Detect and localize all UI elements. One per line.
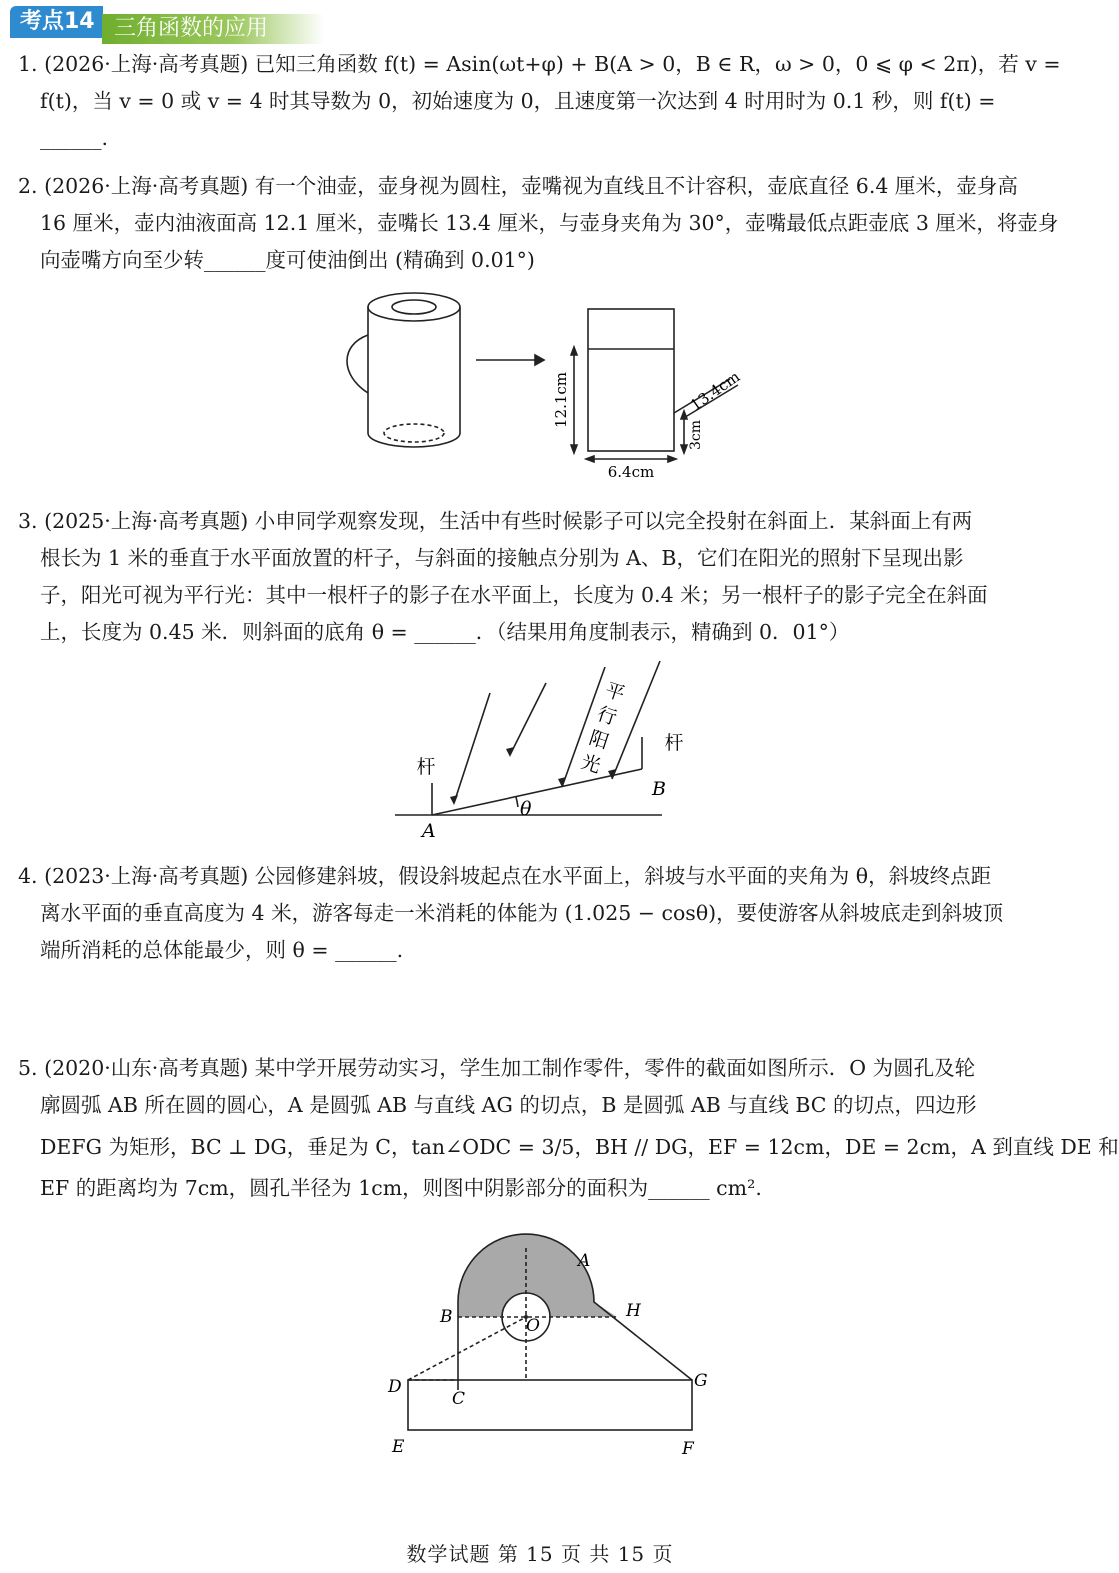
pot-top [368, 293, 460, 321]
question-1 [18, 46, 1070, 157]
height-label: 12.1cm [552, 371, 570, 429]
question-line: 16 厘米，壶内油液面高 12.1 厘米，壶嘴长 13.4 厘米，与壶身夹角为 30°，壶嘴最低点距壶底 3 厘米，将壶身 [40, 211, 1059, 235]
question-line: 离水平面的垂直高度为 4 米，游客每走一米消耗的体能为 (1.025 − cosθ)，要使游客从斜坡底走到斜坡顶 [40, 901, 1004, 925]
question-line: 2. (2026·上海·高考真题) 有一个油壶，壶身视为圆柱，壶嘴视为直线且不计容积，壶底直径 6.4 厘米，壶身高 [18, 174, 1018, 198]
page-footer: 数学试题 第 15 页 共 15 页 [406, 1542, 674, 1566]
point-b-label: B [652, 778, 666, 800]
point-a-label: A [578, 1251, 591, 1271]
question-line: f(t)，当 v = 0 或 v = 4 时其导数为 0，初始速度为 0，且速度第一次达到 4 时用时为 0.1 秒，则 f(t) = [40, 89, 996, 113]
section-header [10, 6, 310, 42]
pot-bottom [384, 424, 444, 442]
question-line: 子，阳光可视为平行光：其中一根杆子的影子在水平面上，长度为 0.4 米；另一根杆子的影子完全在斜面 [40, 583, 988, 607]
arrow-icon [535, 355, 544, 365]
topic-title: 三角函数的应用 [102, 14, 324, 44]
spout-length-label: 13.4cm [687, 367, 744, 415]
point-c-label: C [452, 1389, 466, 1409]
point-g-label: G [694, 1371, 708, 1391]
pot-section [588, 309, 674, 451]
question-line: 端所消耗的总体能最少，则 θ = ______. [40, 938, 404, 962]
question-5 [18, 1050, 1119, 1207]
question-line: 3. (2025·上海·高考真题) 小申同学观察发现，生活中有些时候影子可以完全投射在斜面上．某斜面上有两 [18, 509, 973, 533]
question-2 [18, 168, 1070, 279]
point-b-label: B [440, 1307, 453, 1327]
point-e-label: E [392, 1437, 405, 1457]
rectangle-defg [408, 1380, 692, 1430]
question-line: EF 的距离均为 7cm，圆孔半径为 1cm，则图中阴影部分的面积为______ cm². [40, 1176, 762, 1200]
question-line: 向壶嘴方向至少转______度可使油倒出 (精确到 0.01°) [40, 248, 535, 272]
point-a-label: A [422, 820, 436, 842]
angle-label: θ [520, 798, 532, 820]
rod-left-label: 杆 [416, 756, 436, 778]
question-line: 根长为 1 米的垂直于水平面放置的杆子，与斜面的接触点分别为 A、B，它们在阳光的照射下呈现出影 [40, 546, 964, 570]
width-label: 6.4cm [607, 463, 655, 481]
pot-handle [347, 335, 368, 393]
point-h-label: H [626, 1301, 641, 1321]
oil-pot-figure [330, 285, 770, 485]
spout-height-label: 3cm [688, 419, 704, 451]
point-d-label: D [388, 1377, 402, 1397]
question-3 [18, 503, 1070, 651]
question-line: 廓圆弧 AB 所在圆的圆心，A 是圆弧 AB 与直线 AG 的切点，B 是圆弧 AB 与直线 BC 的切点，四边形 [40, 1093, 977, 1117]
topic-tag: 考点14 [10, 6, 103, 38]
slope-figure [390, 655, 684, 845]
question-line: 4. (2023·上海·高考真题) 公园修建斜坡，假设斜坡起点在水平面上，斜坡与水平面的夹角为 θ，斜坡终点距 [18, 864, 992, 888]
sun-char: 阳 [586, 726, 612, 754]
question-line: 1. (2026·上海·高考真题) 已知三角函数 f(t) = Asin(ωt+φ) + B(A > 0，B ∈ R，ω > 0，0 ⩽ φ < 2π)，若 v = [18, 52, 1061, 76]
question-4 [18, 858, 1070, 969]
sun-char: 行 [594, 702, 620, 730]
sun-char: 平 [602, 678, 628, 706]
question-line: 5. (2020·山东·高考真题) 某中学开展劳动实习，学生加工制作零件，零件的截面如图所示．O 为圆孔及轮 [18, 1056, 976, 1080]
rod-right-label: 杆 [664, 732, 684, 754]
point-o-label: O [526, 1316, 540, 1336]
sun-char: 光 [578, 750, 604, 778]
pot-opening [392, 300, 436, 314]
question-line: ______. [40, 126, 109, 150]
part-figure [380, 1240, 720, 1465]
question-line: 上，长度为 0.45 米．则斜面的底角 θ = ______．（结果用角度制表示，精确到 0．01°） [40, 620, 850, 644]
question-line: DEFG 为矩形，BC ⊥ DG，垂足为 C，tan∠ODC = 3/5，BH // DG，EF = 12cm，DE = 2cm，A 到直线 DE 和 [40, 1135, 1119, 1159]
point-f-label: F [682, 1439, 694, 1459]
